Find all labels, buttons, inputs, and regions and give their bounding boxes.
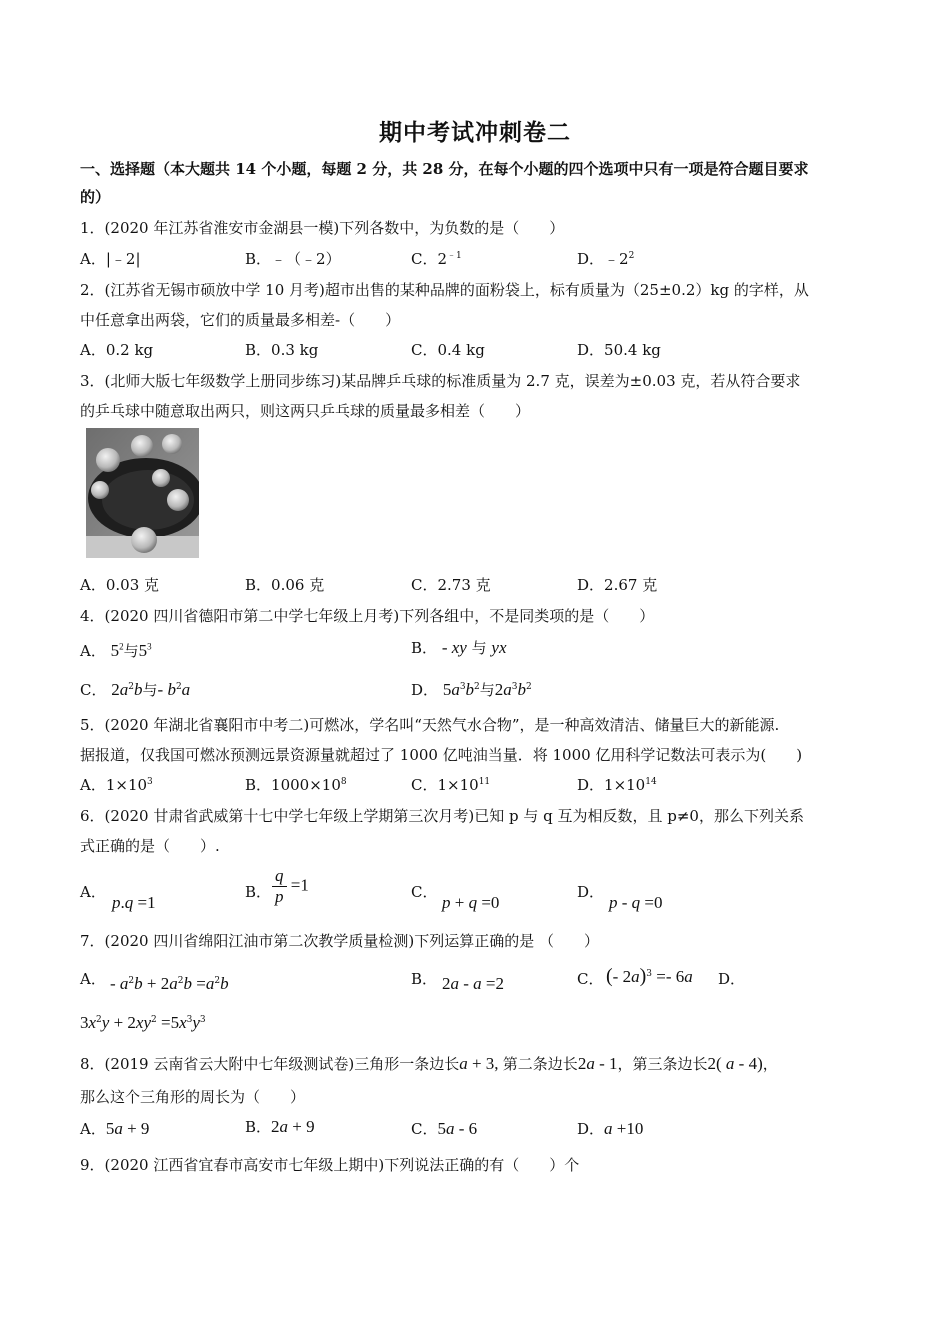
q3-option-c[interactable]: C．2.73 克 <box>411 576 491 594</box>
q3-option-b[interactable]: B．0.06 克 <box>245 576 325 594</box>
q3-option-d[interactable]: D．2.67 克 <box>577 576 658 594</box>
q1-option-c[interactable]: C．$2^{﹣1}$ <box>411 250 462 268</box>
q7-option-c[interactable]: C． <box>577 970 604 988</box>
page-title: 期中考试冲刺卷二 <box>379 119 571 146</box>
q6-option-d-expr: p - q =0 <box>609 893 663 912</box>
q7-option-b[interactable]: B． <box>411 970 438 988</box>
q6-option-a[interactable]: A． <box>80 883 106 901</box>
q2-option-d[interactable]: D．50.4 kg <box>577 341 661 359</box>
q7-option-d[interactable]: D． <box>718 970 746 988</box>
question-6-stem: 6．(2020 甘肃省武威第十七中学七年级上学期第三次月考)已知 p 与 q 互为相反数，且 p≠0，那么下列关系 <box>80 807 804 825</box>
ping-pong-balls-photo <box>86 428 199 558</box>
q1-option-a[interactable]: A．|﹣2| <box>80 250 141 268</box>
q1-option-b[interactable]: B．﹣（﹣2） <box>245 250 341 268</box>
question-3-stem-cont: 的乒乓球中随意取出两只，则这两只乒乓球的质量最多相差（ ） <box>80 402 531 420</box>
q6-option-c[interactable]: C． <box>411 883 438 901</box>
q8-option-b[interactable]: B．2a + 9 <box>245 1117 315 1136</box>
q8-option-c[interactable]: C．5a - 6 <box>411 1119 478 1138</box>
question-8-stem: 8．(2019 云南省云大附中七年级测试卷)三角形一条边长a + 3, 第二条边长2a - 1，第三条边长2( a - 4)， <box>80 1054 778 1073</box>
q2-option-b[interactable]: B．0.3 kg <box>245 341 319 359</box>
q4-option-c[interactable]: C． $2a^2b$与- $b^2a$ <box>80 680 191 699</box>
q7-option-b-expr: 2a - a =2 <box>442 974 505 993</box>
q7-option-d-expr: $3x^2y + 2xy^2 =5x^3y^3$ <box>80 1013 206 1032</box>
q4-option-a[interactable]: A． $5^2$与$5^3$ <box>80 641 152 660</box>
q4-option-b[interactable]: B． - xy 与 yx <box>411 638 507 657</box>
question-3-stem: 3．(北师大版七年级数学上册同步练习)某品牌乒乓球的标准质量为 2.7 克，误差为±0.03 克，若从符合要求 <box>80 372 801 390</box>
q1-option-d[interactable]: D．$﹣2^2$ <box>577 250 635 268</box>
q2-option-a[interactable]: A．0.2 kg <box>80 341 154 359</box>
q6-option-c-expr: p + q =0 <box>442 893 500 912</box>
q8-option-d[interactable]: D．a +10 <box>577 1119 644 1138</box>
question-5-stem: 5．(2020 年湖北省襄阳市中考二)可燃冰，学名叫“天然气水合物”，是一种高效清洁、储量巨大的新能源. <box>80 716 780 734</box>
question-2-stem-cont: 中任意拿出两袋，它们的质量最多相差-（ ） <box>80 311 401 329</box>
question-4-stem: 4．(2020 四川省德阳市第二中学七年级上月考)下列各组中，不是同类项的是（ ） <box>80 607 655 625</box>
q7-option-c-expr: (- 2a)$^3$ =- 6a <box>606 965 693 987</box>
q7-option-a-expr: - $a^2b + 2a^2b =a^2b$ <box>110 974 229 993</box>
q5-option-d[interactable]: D．$1\times 10^{14}$ <box>577 776 657 794</box>
question-8-stem-cont: 那么这个三角形的周长为（ ） <box>80 1088 306 1106</box>
question-6-stem-cont: 式正确的是（ ）. <box>80 837 220 855</box>
question-1-stem: 1．(2020 年江苏省淮安市金湖县一模)下列各数中，为负数的是（ ） <box>80 219 565 237</box>
q6-option-b[interactable]: B． <box>245 883 272 901</box>
section-heading: 一、选择题（本大题共 14 个小题，每题 2 分，共 28 分，在每个小题的四个选项中只有一项是符合题目要求 <box>80 160 809 178</box>
question-2-stem: 2．(江苏省无锡市硕放中学 10 月考)超市出售的某种品牌的面粉袋上，标有质量为（25±0.2）kg 的字样，从 <box>80 281 809 299</box>
q2-option-c[interactable]: C．0.4 kg <box>411 341 485 359</box>
q6-option-a-expr: p.q =1 <box>112 893 156 912</box>
question-7-stem: 7．(2020 四川省绵阳江油市第二次教学质量检测)下列运算正确的是 （ ） <box>80 932 599 950</box>
question-9-stem: 9．(2020 江西省宜春市高安市七年级上期中)下列说法正确的有（ ）个 <box>80 1156 580 1174</box>
q5-option-c[interactable]: C．$1\times 10^{11}$ <box>411 776 491 794</box>
q4-option-d[interactable]: D． $5a^3b^2$与$2a^3b^2$ <box>411 680 532 699</box>
question-5-stem-cont: 据报道，仅我国可燃冰预测远景资源量就超过了 1000 亿吨油当量．将 1000 亿用科学记数法可表示为( ) <box>80 746 803 764</box>
q5-option-b[interactable]: B．$1000\times 10^8$ <box>245 776 347 794</box>
section-heading-cont: 的） <box>80 188 111 206</box>
q6-option-b-expr: $\frac{q}{p}$ =1 <box>272 866 309 907</box>
q6-option-d[interactable]: D． <box>577 883 605 901</box>
q7-option-a[interactable]: A． <box>80 970 106 988</box>
q5-option-a[interactable]: A．$1\times 10^3$ <box>80 776 153 794</box>
q8-option-a[interactable]: A．5a + 9 <box>80 1119 150 1138</box>
q3-option-a[interactable]: A．0.03 克 <box>80 576 160 594</box>
